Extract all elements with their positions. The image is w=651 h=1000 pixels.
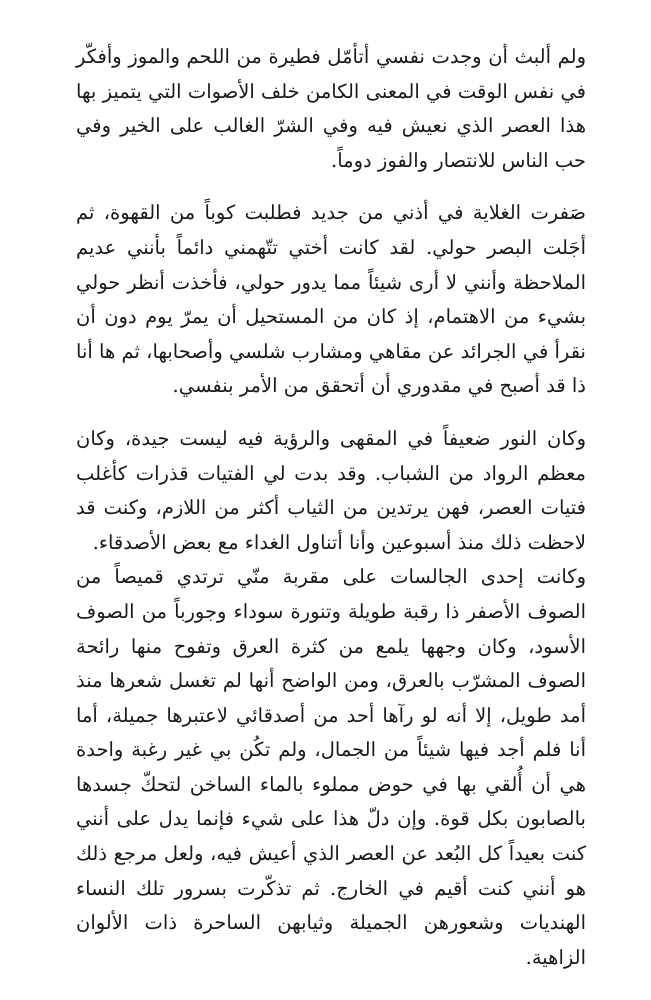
paragraph-1: ولم ألبث أن وجدت نفسي أتأمّل فطيرة من اللحم والموز وأفكّر في نفس الوقت في المعنى الكامن خلف الأصوات التي يتميز بها هذا العصر الذي نعيش فيه وفي الشرّ الغالب على الخير وفي حب الناس للانتصار والفوز دوماً. xyxy=(76,45,586,172)
paragraph-2: صَفرت الغلاية في أذني من جديد فطلبت كوباً من القهوة، ثم أجَلت البصر حولي. لقد كانت أختي تتّهمني دائماً بأنني عديم الملاحظة وأنني لا أرى شيئاً مما يدور حولي، فأخذت أنظر حولي بشيء من الاهتمام، إذ كان من المستحيل أن يمرّ يوم دون أن نقرأ في الجرائد عن مقاهي ومشارب شلسي وأصحابها، ثم ها أنا ذا قد أصبح في مقدوري أن أتحقق من الأمر بنفسي. xyxy=(76,201,586,398)
paragraph-3: وكان النور ضعيفاً في المقهى والرؤية فيه ليست جيدة، وكان معظم الرواد من الشباب. وقد بدت لي الفتيات قذرات كأغلب فتيات العصر، فهن يرتدين من الثياب أكثر من اللازم، وكنت قد لاحظت ذلك منذ أسبوعين وأنا أتناول الغداء مع بعض الأصدقاء. xyxy=(76,426,586,554)
book-page xyxy=(76,40,586,975)
paragraph-4: وكانت إحدى الجالسات على مقربة منّي ترتدي قميصاً من الصوف الأصفر ذا رقبة طويلة وتنورة سوداء وجورباً من الصوف الأسود، وكان وجهها يلمع من كثرة العرق وتفوح منها رائحة الصوف المشرّب بالعرق، ومن الواضح أنها لم تغسل شعرها منذ أمد طويل، إلا أنه لو رآها أحد من أصدقائي لاعتبرها جميلة، أما أنا فلم أجد فيها شيئاً من الجمال، ولم تكُن بي غير رغبة واحدة هي أن أُلقي بها في حوض مملوء بالماء الساخن لتحكّ جسدها بالصابون بكل قوة. وإن دلّ هذا على شيء فإنما يدل على أنني كنت بعيداً كل البُعد عن العصر الذي أعيش فيه، ولعل مرجع ذلك هو أنني كنت أقيم في الخارج. ثم تذكّرت بسرور تلك النساء الهنديات وشعورهن الجميلة وثيابهن الساحرة ذات الألوان الزاهية. xyxy=(76,565,586,969)
